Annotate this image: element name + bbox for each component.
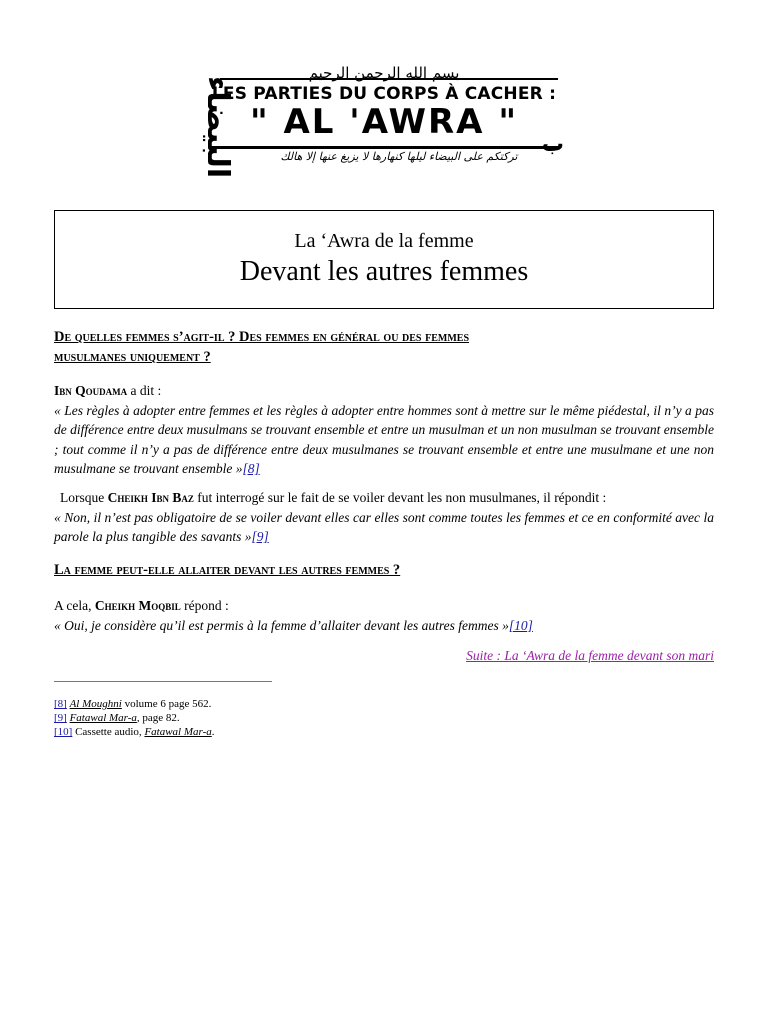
footnote-8-source: Al Moughni (69, 698, 122, 710)
author-ibn-qoudama: Ibn Qoudama (54, 383, 128, 398)
quote-moqbil: « Oui, je considère qu’il est permis à la femme d’allaiter devant les autres femmes » (54, 617, 509, 633)
logo-title: " AL 'AWRA " (249, 102, 519, 142)
para2-pre: Lorsque (60, 490, 108, 505)
footnote-10-source: Fatawal Mar-a (144, 726, 212, 738)
footnote-ref-8[interactable]: [8] (242, 461, 260, 476)
section-heading-1 (54, 327, 469, 367)
title-line-1: La ‘Awra de la femme (294, 230, 474, 252)
para1-intro: a dit : (127, 383, 162, 398)
section-heading-1-line-1: De quelles femmes s’agit-il ? Des femmes en général ou des femmes (54, 329, 470, 345)
section-heading-1-line-2: musulmanes uniquement ? (54, 349, 211, 365)
paragraph-ibn-baz (54, 488, 714, 547)
footnote-8-rest: volume 6 page 562. (121, 698, 212, 710)
logo-arabic-hadith: تركتكم على البيضاء ليلها كنهارها لا يزيغ عنها إلا هالك (280, 150, 518, 163)
footnote-10 (54, 725, 215, 739)
quote-ibn-baz: « Non, il n’est pas obligatoire de se voiler devant elles car elles sont comme toutes les femmes et ce en conformité avec la parole la plus tangible des savants » (54, 509, 714, 544)
footnote-10-number[interactable]: [10] (54, 726, 73, 738)
author-moqbil: Cheikh Moqbil (94, 598, 181, 613)
suite-link[interactable]: Suite : La ‘Awra de la femme devant son mari (466, 648, 714, 663)
header-logo (200, 64, 568, 179)
footnote-ref-10[interactable]: [10] (508, 617, 533, 633)
footnote-separator (54, 681, 272, 682)
paragraph-ibn-qoudama (54, 381, 714, 479)
footnote-10-pre: Cassette audio, (72, 726, 145, 738)
title-box (54, 210, 714, 309)
footnote-9-source: Fatawal Mar-a (69, 712, 137, 724)
footnote-8 (54, 697, 211, 711)
paragraph-moqbil (54, 596, 714, 635)
logo-bottom-rule (210, 146, 558, 149)
section-heading-2: La femme peut-elle allaiter devant les autres femmes ? (54, 562, 401, 578)
footnote-ref-9[interactable]: [9] (251, 529, 269, 544)
para3-pre: A cela, (54, 598, 95, 613)
logo-arabic-basmala: بسم الله الرحمن الرحيم (308, 64, 460, 82)
para3-post: répond : (180, 598, 229, 613)
footnote-9 (54, 711, 180, 725)
logo-side-left: البيضاء (200, 76, 235, 179)
page-title: Devant les autres femmes (239, 256, 529, 287)
footnote-10-rest: . (211, 726, 215, 738)
quote-ibn-qoudama: « Les règles à adopter entre femmes et les règles à adopter entre hommes sont à mettre sur le même piédestal, il n’y a pas de différence entre deux musulmans se trouvant ensemble et entre un musulman et un non musulman se trouvant ensemble ; tout comme il n’y a pas de différence entre deux musulmanes se trouvant ensemble et entre une musulmane et une non musulmane se trouvant ensemble » (54, 402, 714, 476)
para2-post: fut interrogé sur le fait de se voiler devant les non musulmanes, il répondit : (193, 490, 607, 505)
logo-subtitle: LES PARTIES DU CORPS À CACHER : (211, 84, 557, 104)
logo-side-right: ب (541, 132, 564, 157)
logo-top-rule (220, 78, 558, 80)
author-ibn-baz: Cheikh Ibn Baz (107, 490, 194, 505)
footnote-8-number[interactable]: [8] (54, 698, 67, 710)
footnote-9-rest: , page 82. (136, 712, 180, 724)
footnote-9-number[interactable]: [9] (54, 712, 67, 724)
